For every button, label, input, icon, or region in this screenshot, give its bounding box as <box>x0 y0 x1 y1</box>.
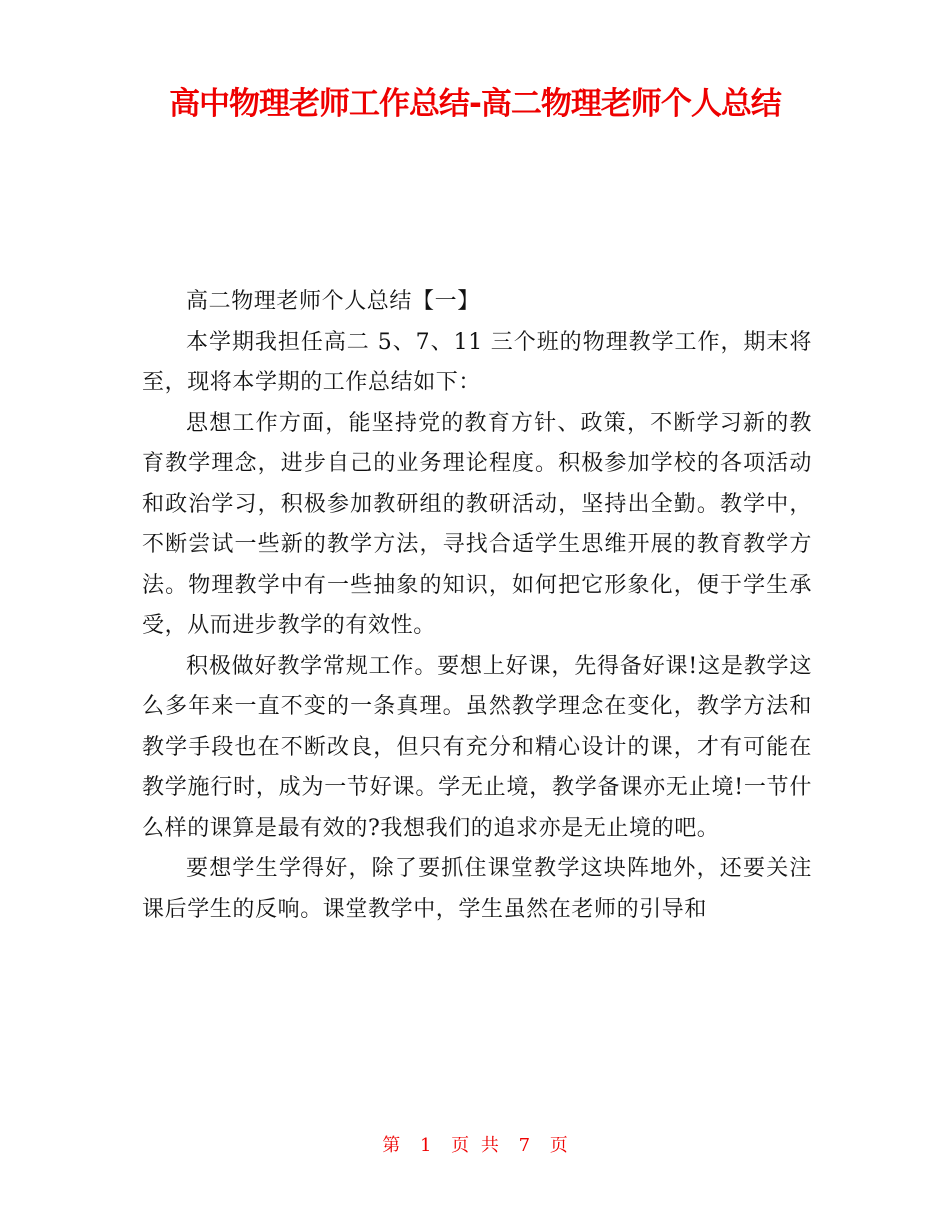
paragraph-teaching-routine: 积极做好教学常规工作。要想上好课，先得备好课!这是教学这么多年来一直不变的一条真理。虽然教学理念在变化，教学方法和教学手段也在不断改良，但只有充分和精心设计的课，才有可能在教学施行时，成为一节好课。学无止境，教学备课亦无止境!一节什么样的课算是最有效的?我想我们的追求亦是无止境的吧。 <box>142 653 812 841</box>
footer-mid: 页 共 <box>451 1135 499 1156</box>
page-number-footer <box>0 1133 950 1159</box>
footer-prefix: 第 <box>382 1135 401 1156</box>
document-title: 高中物理老师工作总结-高二物理老师个人总结 <box>169 86 781 122</box>
section-heading: 高二物理老师个人总结【一】 <box>186 289 480 314</box>
document-body <box>142 282 812 930</box>
footer-total-pages: 7 <box>518 1135 531 1156</box>
paragraph-intro: 本学期我担任高二 5、7、11 三个班的物理教学工作，期末将至，现将本学期的工作总结如下： <box>142 329 812 395</box>
paragraph-after-class: 要想学生学得好，除了要抓住课堂教学这块阵地外，还要关注课后学生的反响。课堂教学中，学生虽然在老师的引导和 <box>142 856 812 922</box>
footer-suffix: 页 <box>549 1135 568 1156</box>
footer-current-page: 1 <box>419 1135 432 1156</box>
paragraph-ideology: 思想工作方面，能坚持党的教育方针、政策，不断学习新的教育教学理念，进步自己的业务理论程度。积极参加学校的各项活动和政治学习，积极参加教研组的教研活动，坚持出全勤。教学中，不断尝试一些新的教学方法，寻找合适学生思维开展的教育教学方法。物理教学中有一些抽象的知识，如何把它形象化，便于学生承受，从而进步教学的有效性。 <box>142 410 812 638</box>
